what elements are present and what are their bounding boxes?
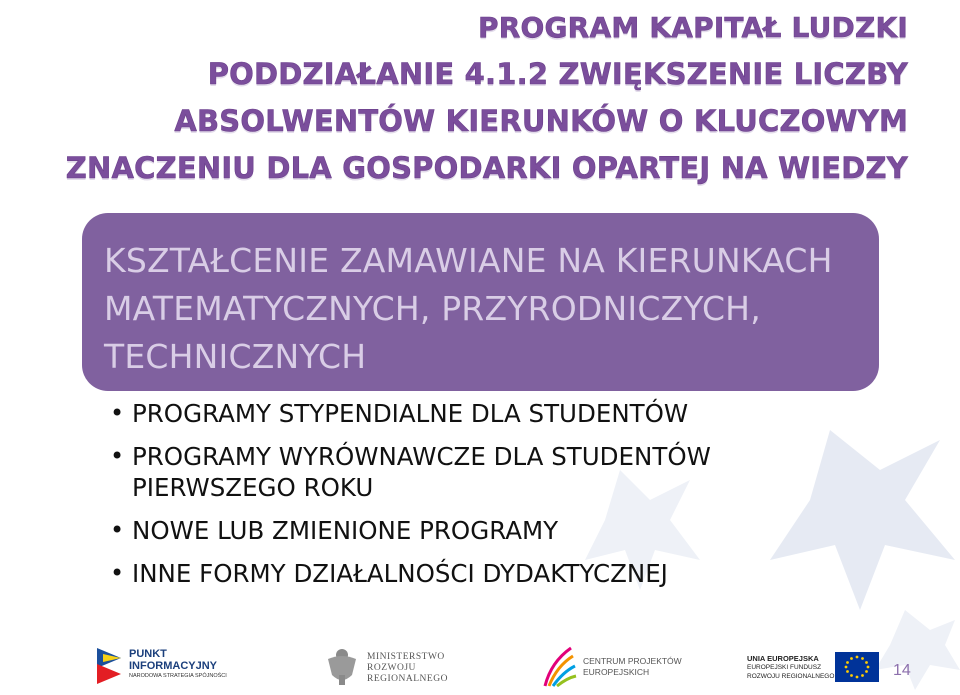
bullet-text: INNE FORMY DZIAŁALNOŚCI DYDAKTYCZNEJ — [132, 559, 668, 588]
title-line-4: ZNACZENIU DLA GOSPODARKI OPARTEJ NA WIEDZY — [65, 151, 908, 185]
bullet-icon: • — [110, 559, 125, 587]
ue-line2: EUROPEJSKI FUNDUSZ — [747, 664, 822, 671]
banner-line-3: TECHNICZNYCH — [104, 337, 367, 376]
punkt-line2: INFORMACYJNY — [129, 660, 218, 672]
punkt-line1: PUNKT — [129, 648, 167, 660]
bullet-icon: • — [110, 442, 125, 470]
ministerstwo-line1: MINISTERSTWO — [367, 652, 445, 662]
ue-line3: ROZWOJU REGIONALNEGO — [747, 673, 835, 680]
list-item — [108, 558, 868, 589]
bullet-text: NOWE LUB ZMIENIONE PROGRAMY — [132, 516, 559, 545]
title-line-3: ABSOLWENTÓW KIERUNKÓW O KLUCZOWYM — [174, 104, 908, 138]
title-line-2: PODDZIAŁANIE 4.1.2 ZWIĘKSZENIE LICZBY — [207, 57, 908, 91]
banner-line-2: MATEMATYCZNYCH, PRZYRODNICZYCH, — [104, 289, 761, 328]
ministerstwo-line3: REGIONALNEGO — [367, 674, 448, 684]
bullet-list — [108, 398, 868, 601]
centrum-line2: EUROPEJSKICH — [583, 667, 650, 677]
punkt-informacyjny-logo — [93, 640, 263, 692]
bullet-icon: • — [110, 399, 125, 427]
ue-line1: UNIA EUROPEJSKA — [747, 654, 819, 663]
slide-title — [48, 4, 908, 192]
centrum-projektow-logo — [537, 640, 707, 692]
centrum-line1: CENTRUM PROJEKTÓW — [583, 656, 682, 666]
ministerstwo-logo — [325, 640, 495, 692]
nss-flag-icon — [93, 644, 125, 690]
banner-line-1: KSZTAŁCENIE ZAMAWIANE NA KIERUNKACH — [104, 241, 833, 280]
list-item — [108, 398, 868, 429]
bullet-text: PROGRAMY WYRÓWNAWCZE DLA STUDENTÓW PIERWSZEGO ROKU — [132, 442, 711, 502]
unia-europejska-logo — [725, 640, 885, 692]
title-line-1: PROGRAM KAPITAŁ LUDZKI — [478, 11, 908, 44]
bullet-text: PROGRAMY STYPENDIALNE DLA STUDENTÓW — [132, 399, 689, 428]
page-number: 14 — [893, 662, 911, 679]
footer-logos — [85, 640, 885, 692]
heading-banner — [82, 213, 879, 391]
list-item — [108, 515, 868, 546]
punkt-line3: NARODOWA STRATEGIA SPÓJNOŚCI — [129, 673, 227, 679]
ministerstwo-line2: ROZWOJU — [367, 663, 416, 673]
bullet-icon: • — [110, 516, 125, 544]
eu-flag-icon — [835, 652, 879, 682]
eagle-emblem-icon — [325, 645, 359, 689]
cpe-swirl-icon — [537, 642, 577, 690]
list-item — [108, 441, 868, 503]
